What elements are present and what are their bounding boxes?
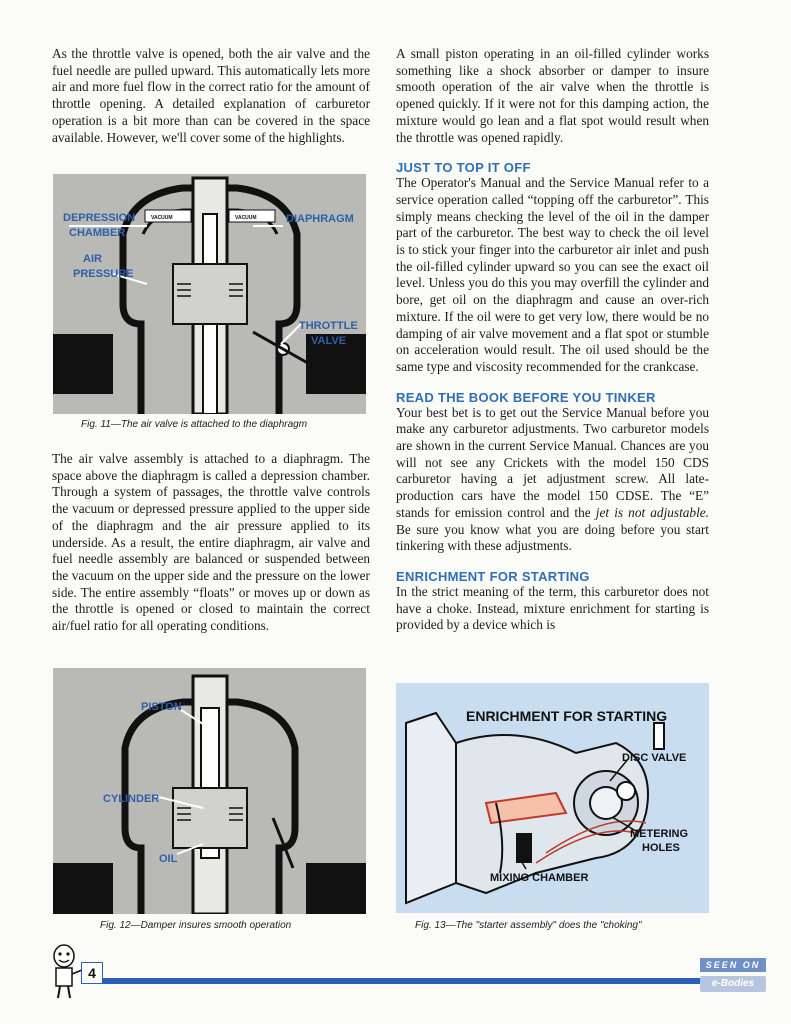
label-holes: HOLES	[642, 842, 680, 854]
left-column-bottom	[52, 451, 370, 635]
paragraph: As the throttle valve is opened, both the air valve and the fuel needle are pulled upward. This automatically lets more air and more fuel flow in the correct ratio for the amount of throttle opening. A detailed explanation of carburetor operation is a bit more than can be covered in the space available. However, we'll cover some of the highlights.	[52, 46, 370, 145]
figure-13	[396, 683, 709, 913]
emphasis-text: jet is not adjustable.	[595, 504, 709, 520]
left-column-top	[52, 46, 370, 146]
label-depression: DEPRESSION	[63, 212, 136, 224]
carburetor-damper-illustration	[53, 668, 366, 914]
label-air: AIR	[83, 253, 102, 265]
label-valve: VALVE	[311, 335, 347, 347]
section-heading: JUST TO TOP IT OFF	[396, 160, 531, 176]
label-disc-valve: DISC VALVE	[622, 752, 687, 764]
paragraph-text: Your best bet is to get out the Service Manual before you make any carburetor adjustments. Two carburetor models are shown in the current Service Manual. Chances are you will not see any Crickets with the model 150 CDS carburetor having a jet adjustment screw. All late-production cars have the model 150 CDSE. The “E” stands for emission control and the	[396, 404, 709, 520]
paragraph: In the strict meaning of the term, this carburetor does not have a choke. Instead, mixture enrichment for starting is provided by a device which is	[396, 583, 709, 633]
carburetor-diaphragm-illustration	[53, 174, 366, 414]
paragraph-text: Be sure you know what you are doing before you start tinkering with these adjustments.	[396, 521, 709, 554]
label-oil: OIL	[159, 853, 178, 865]
watermark-bottom: e-Bodies	[700, 976, 766, 992]
label-mixing-chamber: MIXING CHAMBER	[490, 872, 589, 884]
figure-11	[53, 174, 366, 414]
section-heading: READ THE BOOK BEFORE YOU TINKER	[396, 389, 656, 405]
paragraph: The Operator's Manual and the Service Manual refer to a service operation called “topping off the carburetor”. This simply means checking the level of the oil in the damper part of the carburetor. The best way to check the oil level is to stick your finger into the carburetor air inlet and push the oil-filled cylinder upward so you can see the exact oil level. Unless you do this you may overfill the cylinder and bore, get oil on the diaphragm and cause an over-rich mixture. If the oil were to get very low, there would be no damping of air valve movement and a flat spot or stumble on acceleration would result. The oil used should be the same type and viscosity recommended for the crankcase.	[396, 175, 709, 374]
page-number: 4	[88, 965, 96, 981]
section-heading: ENRICHMENT FOR STARTING	[396, 568, 590, 584]
watermark-top: SEEN ON	[700, 958, 766, 972]
starter-assembly-illustration	[396, 683, 709, 913]
label-chamber: CHAMBER	[69, 227, 126, 239]
label-pressure: PRESSURE	[73, 268, 134, 280]
label-diaphragm: DIAPHRAGM	[286, 213, 354, 225]
label-cylinder: CYLINDER	[103, 793, 160, 805]
right-column	[396, 46, 709, 634]
paragraph: A small piston operating in an oil-filled cylinder works something like a shock absorber or damper to insure smooth operation of the air valve when the throttle is opened quickly. If it were not for this damping action, the mixture would go lean and a flat spot would result when the throttle was opened rapidly.	[396, 46, 709, 145]
vacuum-label-right: VACUUM	[235, 215, 257, 221]
paragraph	[396, 405, 709, 555]
watermark	[700, 958, 766, 996]
vacuum-label-left: VACUUM	[151, 215, 173, 221]
footer-rule	[103, 978, 763, 984]
label-piston: PISTON	[141, 701, 182, 713]
figure-12-caption: Fig. 12—Damper insures smooth operation	[100, 920, 292, 931]
label-throttle: THROTTLE	[299, 320, 358, 332]
page-number-box	[81, 962, 103, 984]
figure-13-title: ENRICHMENT FOR STARTING	[466, 708, 668, 724]
figure-13-caption: Fig. 13—The "starter assembly" does the "choking"	[415, 920, 642, 931]
figure-12	[53, 668, 366, 914]
figure-11-caption: Fig. 11—The air valve is attached to the diaphragm	[81, 419, 308, 430]
paragraph: The air valve assembly is attached to a diaphragm. The space above the diaphragm is called a depression chamber. Through a system of passages, the throttle valve controls the vacuum or depressed pressure applied to the upper side of the diaphragm and the air pressure applied to its underside. As a result, the entire diaphragm, air valve and fuel needle assembly are balanced or suspended between the vacuum on the upper side and the pressure on the lower side. The entire assembly “floats” or moves up or down as the throttle is opened or closed to maintain the correct air/fuel ratio for all operating conditions.	[52, 451, 370, 634]
label-metering: METERING	[630, 828, 689, 840]
